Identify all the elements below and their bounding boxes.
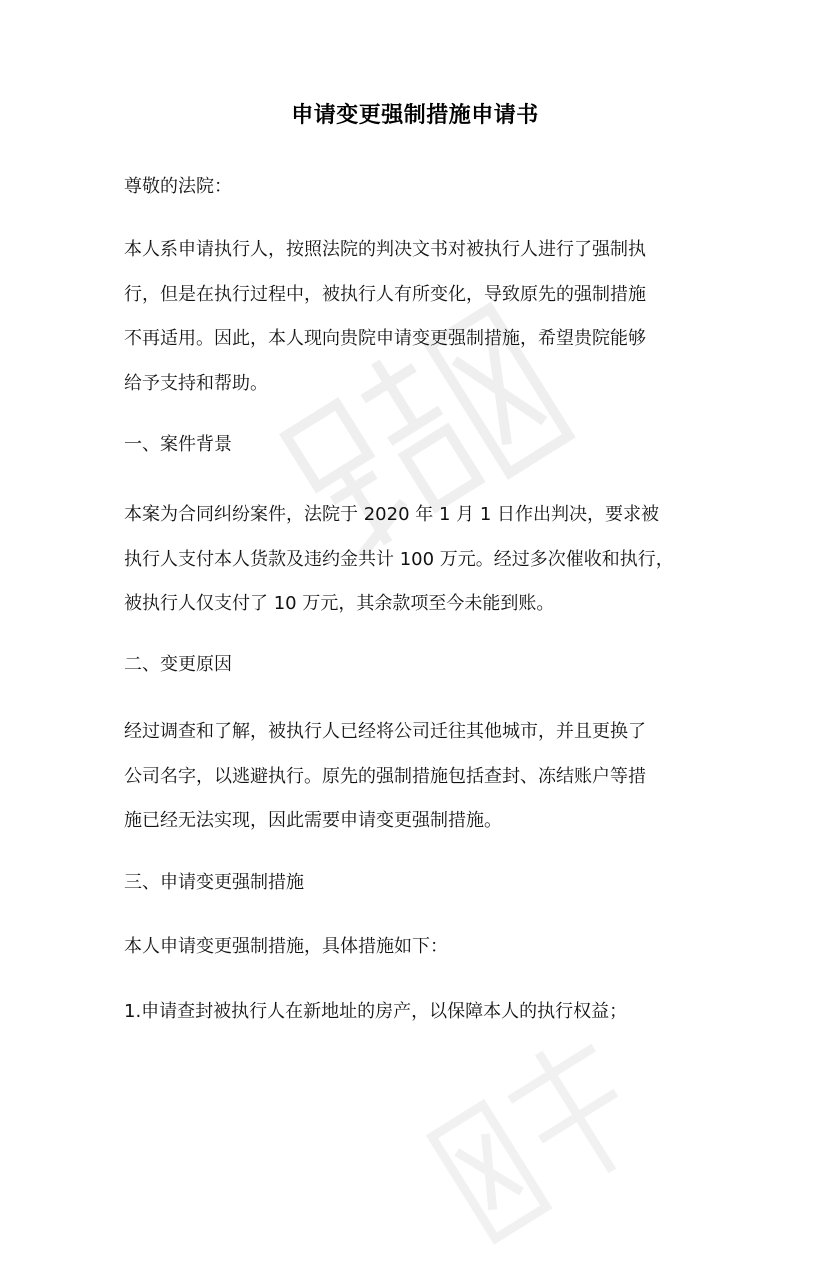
page-title: 申请变更强制措施申请书 <box>291 103 539 128</box>
section3-intro: 本人申请变更强制措施，具体措施如下： <box>124 936 448 957</box>
paragraph-line: 施已经无法实现，因此需要申请变更强制措施。 <box>124 810 502 831</box>
paragraph-line: 公司名字，以逃避执行。原先的强制措施包括查封、冻结账户等措 <box>124 765 646 787</box>
paragraph-line: 行，但是在执行过程中，被执行人有所变化，导致原先的强制措施 <box>124 283 646 305</box>
section-heading-measures: 三、申请变更强制措施 <box>124 872 304 893</box>
section1-paragraph <box>124 493 724 627</box>
paragraph-line: 经过调查和了解，被执行人已经将公司迁往其他城市，并且更换了 <box>124 721 646 742</box>
paragraph-line: 被执行人仅支付了 10 万元，其余款项至今未能到账。 <box>124 593 555 614</box>
section-heading-reason: 二、变更原因 <box>124 654 232 675</box>
paragraph-line: 本人系申请执行人，按照法院的判决文书对被执行人进行了强制执 <box>124 239 646 260</box>
paragraph-line: 执行人支付本人货款及违约金共计 100 万元。经过多次催收和执行， <box>124 548 674 570</box>
intro-paragraph <box>124 228 724 406</box>
salutation: 尊敬的法院： <box>124 176 232 197</box>
watermark-icon <box>404 1014 675 1266</box>
section-heading-background: 一、案件背景 <box>124 434 232 455</box>
paragraph-line: 不再适用。因此，本人现向贵院申请变更强制措施，希望贵院能够 <box>124 328 646 349</box>
paragraph-line: 给予支持和帮助。 <box>124 372 268 394</box>
paragraph-line: 本案为合同纠纷案件，法院于 2020 年 1 月 1 日作出判决，要求被 <box>124 504 660 525</box>
section2-paragraph <box>124 710 724 844</box>
measure-item-1: 1.申请查封被执行人在新地址的房产，以保障本人的执行权益； <box>124 1001 628 1022</box>
